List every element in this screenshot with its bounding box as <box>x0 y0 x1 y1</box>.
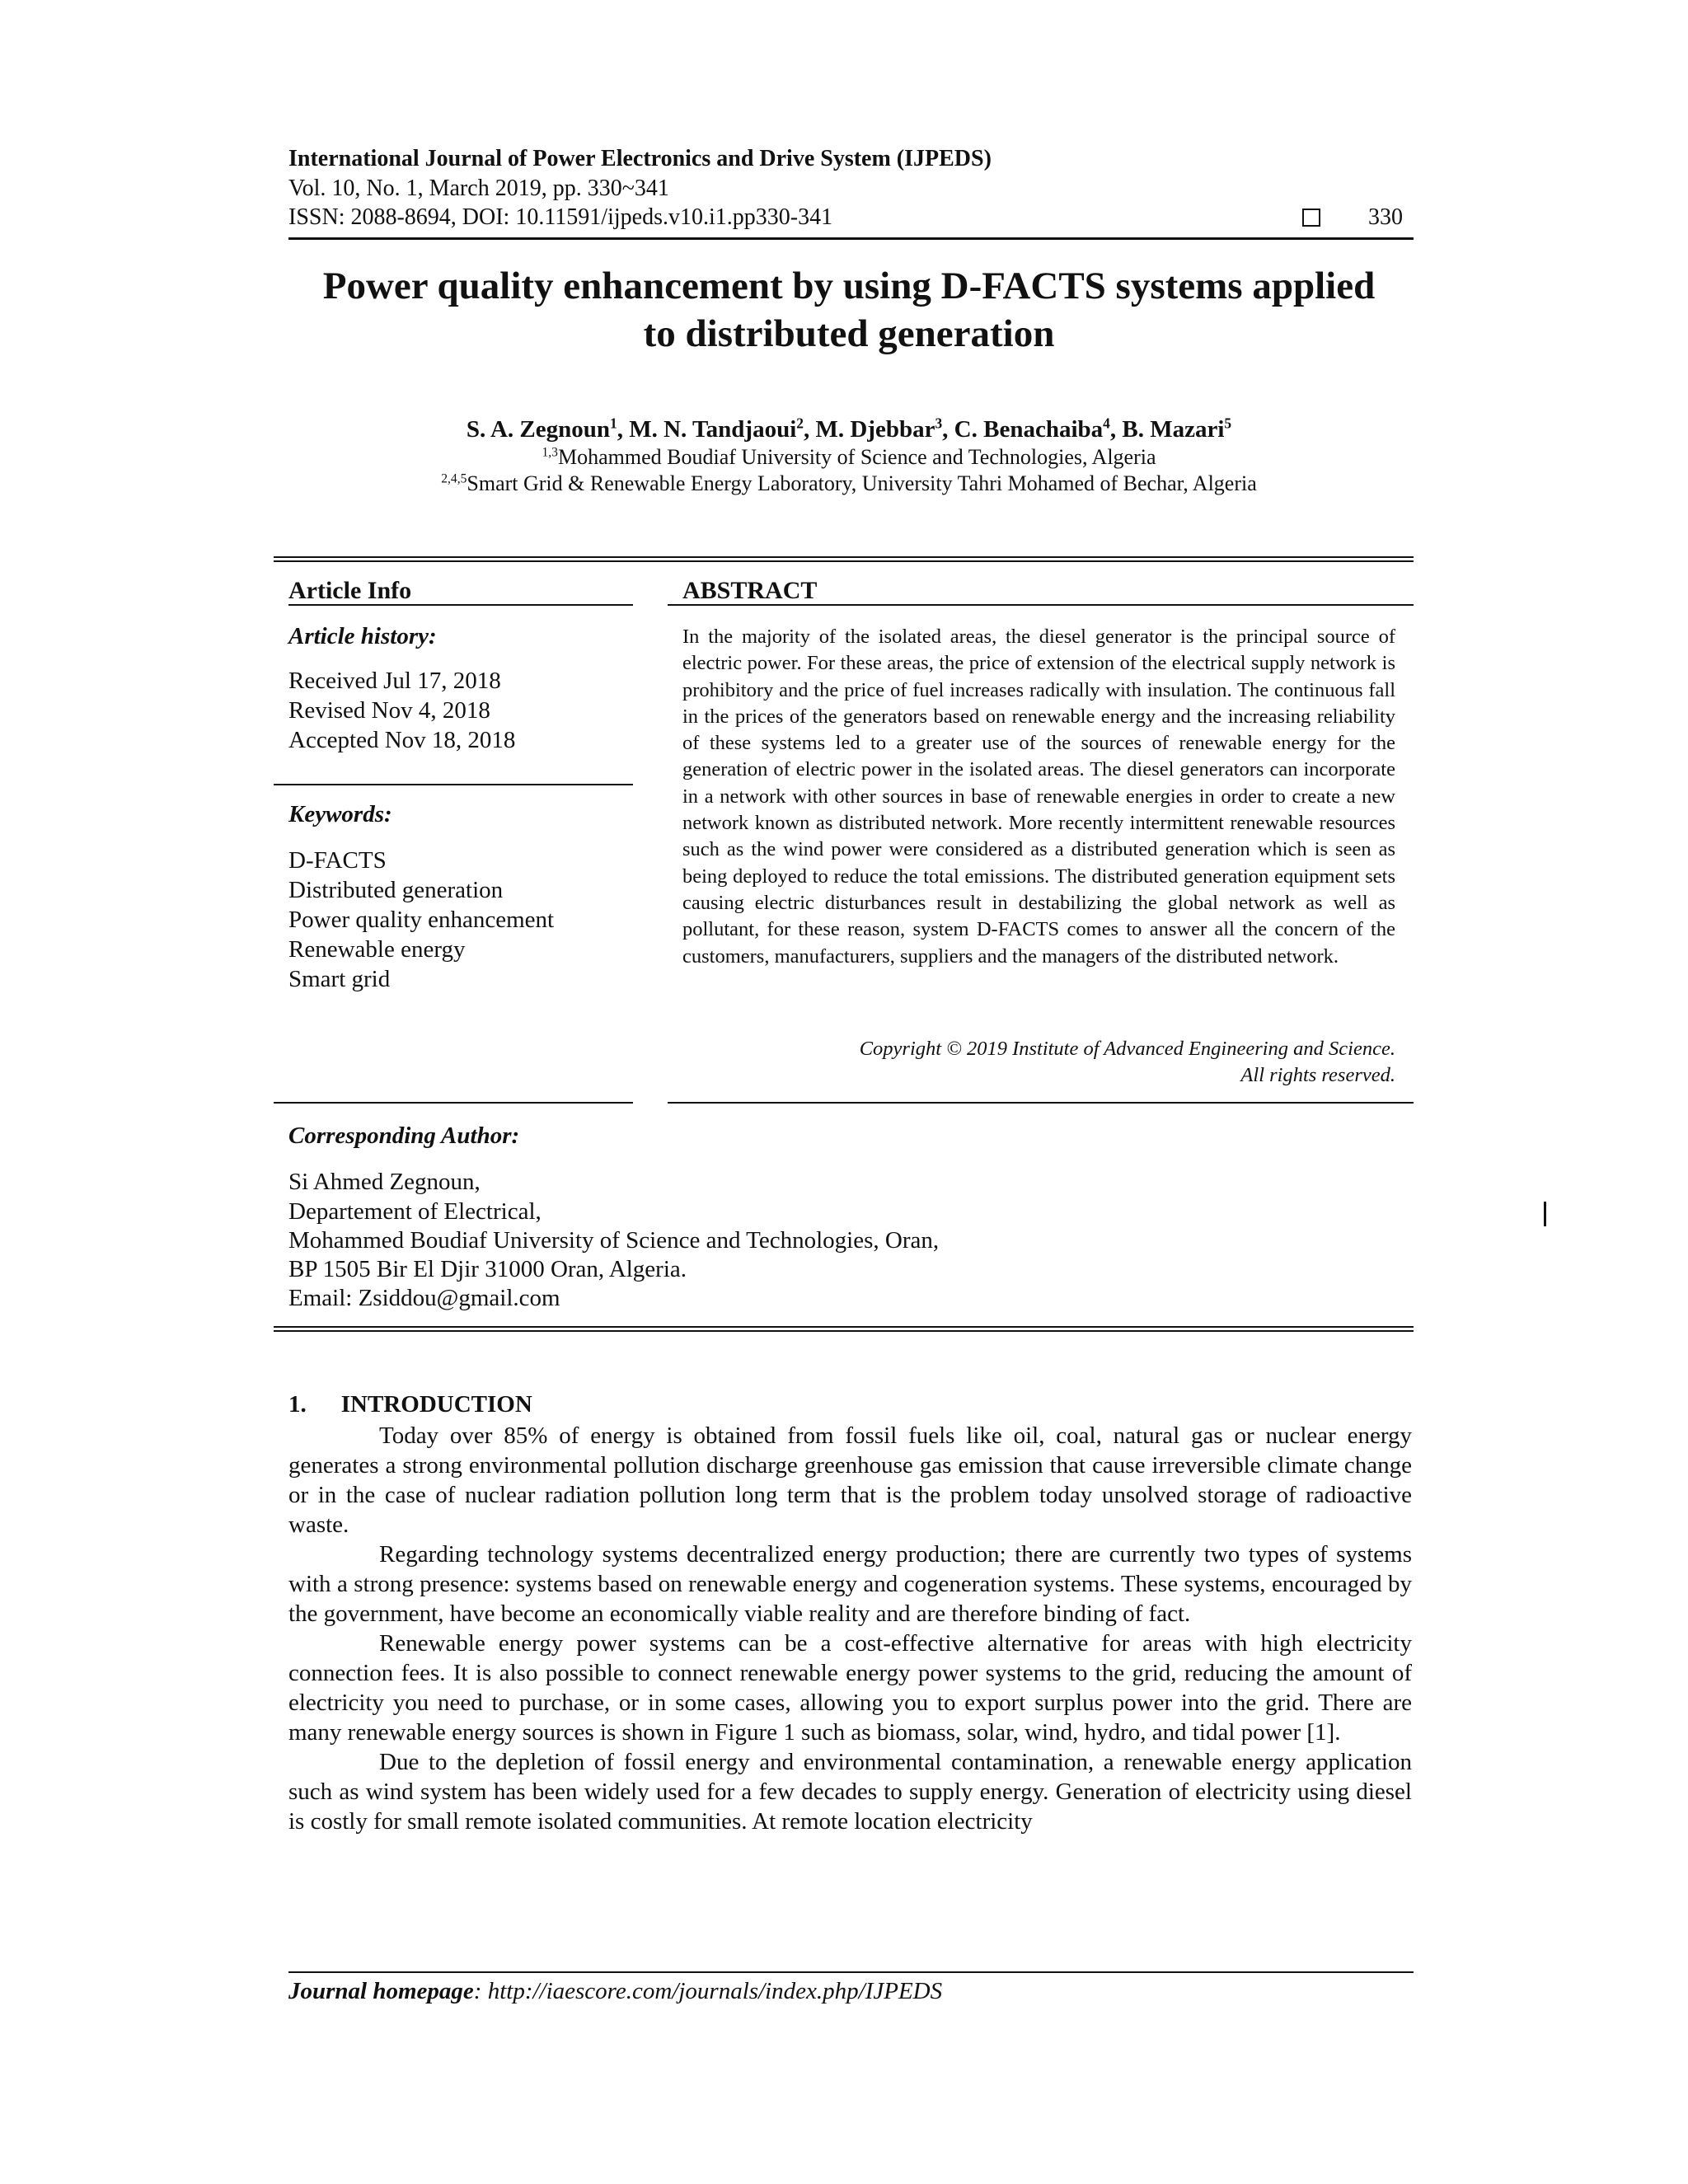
paragraph: Renewable energy power systems can be a cost-effective alternative for areas with high electricity connection fees. It is also possible to connect renewable energy power systems to the grid, reducing the amount of electricity you need to purchase, or in some cases, allowing you to export surplus power into the grid. There are many renewable energy sources is shown in Figure 1 such as biomass, solar, wind, hydro, and tidal power [1]. <box>288 1630 1412 1746</box>
journal-homepage: Journal homepage: http://iaescore.com/journals/index.php/IJPEDS <box>288 1978 943 2004</box>
title-line-1: Power quality enhancement by using D-FACTS systems applied <box>322 265 1376 307</box>
square-icon <box>1302 209 1320 227</box>
page-number: 330 <box>1368 204 1403 230</box>
history-rule <box>274 784 633 785</box>
keywords-rule <box>274 1102 633 1104</box>
text-cursor <box>1544 1202 1546 1226</box>
abstract-text: In the majority of the isolated areas, the diesel generator is the principal source of electric power. For these areas, the price of extension of the electrical supply network is prohibitory and the price of fuel increases radically with insulation. The continuous fall in the prices of the generators based on renewable energy and the increasing reliability of these systems led to a greater use of the sources of renewable energy for the generation of electric power in the isolated areas. The diesel generators can incorporate in a network with other sources in base of renewable energies in order to create a new network known as distributed network. More recently intermittent renewable resources such as the wind power were considered as a distributed generation which is seen as being deployed to reduce the total emissions. The distributed generation equipment sets causing electric disturbances result in destabilizing the global network as well as pollutant, for these reason, system D-FACTS comes to answer all the concern of the customers, manufacturers, suppliers and the managers of the distributed network. <box>682 626 1395 968</box>
paragraph: Today over 85% of energy is obtained from fossil fuels like oil, coal, natural gas or nuclear energy generates a strong environmental pollution discharge greenhouse gas emission that cause irreversible climate change or in the case of nuclear radiation pollution long term that is the problem today unsolved storage of radioactive waste. <box>288 1422 1412 1538</box>
article-info-heading: Article Info <box>288 577 412 604</box>
keywords-label: Keywords: <box>288 801 392 827</box>
author-list: S. A. Zegnoun$^1$, M. N. Tandjaoui$^2$, M. Djebbar$^3$, C. Benachaiba$^4$, B. Mazari$^5$ <box>466 415 1232 443</box>
history-revised: Revised Nov 4, 2018 <box>288 697 490 724</box>
copyright-notice: Copyright © 2019 Institute of Advanced Engineering and Science. All rights reserved. <box>859 1038 1395 1086</box>
header-rule <box>288 237 1414 240</box>
affiliation-1: $^{1,3}$Mohammed Boudiaf University of Science and Technologies, Algeria <box>542 445 1156 469</box>
keyword: Distributed generation <box>288 877 504 903</box>
author: B. Mazari$^5$ <box>1122 415 1232 443</box>
keyword: Smart grid <box>288 966 391 992</box>
journal-homepage-link[interactable]: http://iaescore.com/journals/index.php/IJPEDS <box>487 1978 943 2004</box>
abstract-bottom-rule <box>668 1102 1414 1104</box>
abstract-rule <box>668 604 1414 606</box>
paragraph: Due to the depletion of fossil energy and environmental contamination, a renewable energy application such as wind system has been widely used for a few decades to supply energy. Generation of electricity using diesel is costly for small remote isolated communities. At remote location electricity <box>288 1749 1412 1835</box>
author: S. A. Zegnoun$^1$ <box>466 415 617 443</box>
author: C. Benachaiba$^4$ <box>954 415 1110 443</box>
history-accepted: Accepted Nov 18, 2018 <box>288 727 516 753</box>
section-heading-introduction: 1. INTRODUCTION <box>288 1391 532 1418</box>
history-received: Received Jul 17, 2018 <box>288 668 501 694</box>
title-line-2: to distributed generation <box>643 312 1055 355</box>
journal-name: International Journal of Power Electronics and Drive System (IJPEDS) <box>288 146 992 171</box>
corresponding-email: Email: Zsiddou@gmail.com <box>288 1285 560 1311</box>
volume-info: Vol. 10, No. 1, March 2019, pp. 330~341 <box>288 176 669 201</box>
info-box-top-rule <box>274 560 1414 562</box>
keyword: Power quality enhancement <box>288 907 555 933</box>
introduction-body <box>288 1421 1412 1836</box>
article-history-label: Article history: <box>288 623 437 649</box>
paper-title <box>280 262 1418 358</box>
info-box-bottom-rule <box>274 1326 1414 1328</box>
corresponding-name: Si Ahmed Zegnoun, <box>288 1169 481 1195</box>
author: M. Djebbar$^3$ <box>815 415 943 443</box>
footer-rule <box>288 1971 1414 1973</box>
corresponding-address: BP 1505 Bir El Djir 31000 Oran, Algeria. <box>288 1256 687 1282</box>
affiliation-2: $^{2,4,5}$Smart Grid & Renewable Energy Laboratory, University Tahri Mohamed of Bechar, Algeria <box>441 471 1257 495</box>
keyword: D-FACTS <box>288 847 387 874</box>
keyword: Renewable energy <box>288 936 466 963</box>
corresponding-author-label: Corresponding Author: <box>288 1122 520 1149</box>
issn-info: ISSN: 2088-8694, DOI: 10.11591/ijpeds.v10.i1.pp330-341 <box>288 204 833 230</box>
abstract-heading: ABSTRACT <box>682 577 818 604</box>
info-box-top-rule <box>274 556 1414 558</box>
article-info-rule <box>288 604 633 606</box>
info-box-bottom-rule <box>274 1330 1414 1332</box>
corresponding-department: Departement of Electrical, <box>288 1198 542 1225</box>
corresponding-university: Mohammed Boudiaf University of Science and Technologies, Oran, <box>288 1227 940 1254</box>
paragraph: Regarding technology systems decentralized energy production; there are currently two types of systems with a strong presence: systems based on renewable energy and cogeneration systems. These systems, encouraged by the government, have become an economically viable reality and are therefore binding of fact. <box>288 1541 1412 1627</box>
author: M. N. Tandjaoui$^2$ <box>629 415 804 443</box>
